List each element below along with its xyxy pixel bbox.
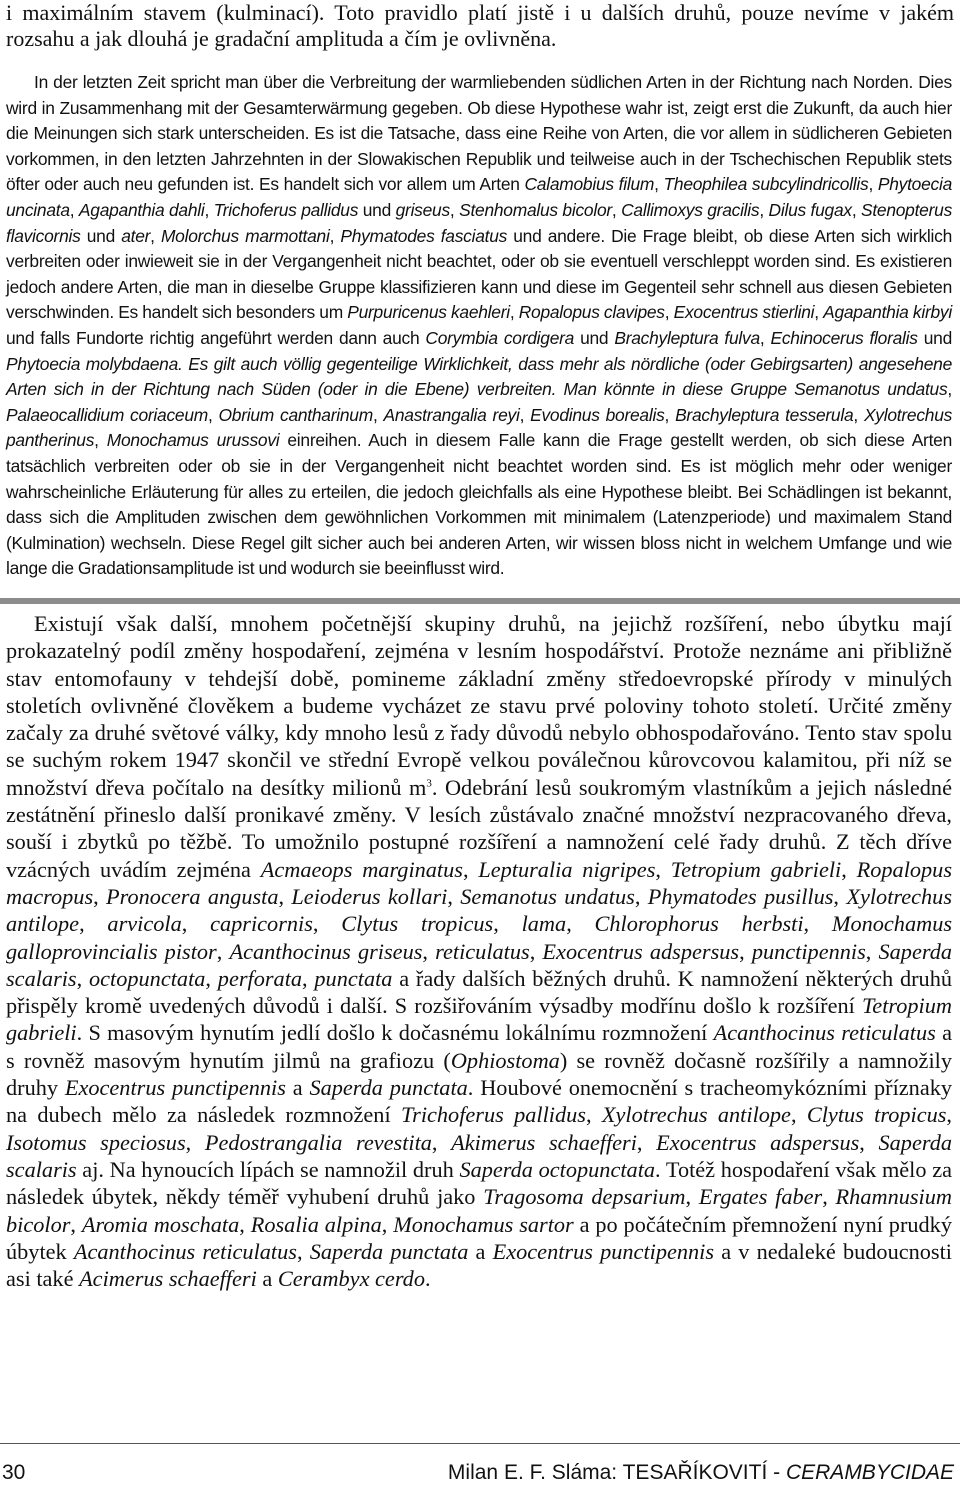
- text-run: ) se rovněž dočasně rozšířily a namnožily druhy: [6, 1047, 952, 1101]
- text-run: ,: [654, 174, 664, 195]
- footer-title-italic: CERAMBYCIDAE: [785, 1461, 954, 1484]
- text-run: und andere. Die Frage bleibt, ob diese Arten sich wirklich verbreiten oder inwieweit sie in der Vergangenheit nicht beachtet, oder ob sie eventuell verschleppt worden sind. Es existieren jedoch andere Arten, die man in dieselbe Gruppe klassifizieren kann und diese im Gegenteil sehr schnell aus diesen Gebieten verschwinden. Es handelt sich besonders um: [6, 225, 952, 323]
- species-name: Saperda octopunctata: [459, 1156, 656, 1182]
- species-name: Palaeocallidium coriaceum: [6, 404, 208, 425]
- species-name: Obrium cantharinum: [218, 404, 373, 425]
- text-run: ,: [462, 856, 479, 882]
- species-name: Tetropium gabrieli: [6, 993, 952, 1046]
- species-name: Anastrangalia reyi: [383, 404, 520, 425]
- species-name: Exocentrus punctipennis: [64, 1075, 286, 1101]
- text-run: ,: [685, 1184, 699, 1210]
- species-name: Trichoferus pallidus: [213, 199, 359, 220]
- text-run: a: [256, 1266, 278, 1292]
- text-run: ,: [664, 404, 676, 425]
- species-name: punctipennis: [751, 938, 866, 964]
- text-run: ,: [833, 883, 847, 909]
- species-name: Clytus tropicus: [806, 1102, 947, 1128]
- text-run: ,: [865, 938, 879, 964]
- text-run: ,: [585, 1102, 602, 1128]
- text-run: In der letzten Zeit spricht man über die Verbreitung der warmliebenden südlichen Arten in der Richtung nach Norden. Dies wird in Zusammenhang mit der Gesamterwärmung gegeben. Ob diese Hypothese wahr ist, zeigt erst die Zukunft, da auch hier die Meinungen sich stark unterscheiden. Es ist die Tatsache, dass eine Reihe von Arten, die vor allem in südlicheren Gebieten vorkommen, in den letzten Jahrzehnten in der Slowakischen Republik und teilweise auch in der Tschechischen Republik stets öfter oder auch neu gefunden ist. Es handelt sich vor allem um Arten: [6, 72, 952, 195]
- text-run: Existují však další, mnohem početnější skupiny druhů, na jejichž rozšíření, nebo úbytku mají prokazatelný podíl změny hospodaření, zejména v lesním hospodářství. Protože neznáme ani přibližně stav entomofauny v tehdejší době, pomineme základní změny středoevropské přírody v minulých stoletích ovlivněné člověkem a budeme vycházet ze stavu prvé poloviny tohoto století. Určité změny začaly za druhé světové války, kdy mnoho lesů z řady důvodů nebylo obhospodařováno. Tento stav spolu se suchým rokem 1947 skončil ve střední Evropě velkou poválečnou kůrovcovou kalamitou, při níž se množství dřeva počítalo na desítky milionů m: [6, 611, 952, 800]
- species-name: Xylotrechus pantherinus: [6, 404, 953, 451]
- species-name: griseus: [395, 199, 450, 220]
- species-name: Acimerus schaefferi: [79, 1266, 257, 1292]
- text-run: einreihen. Auch in diesem Falle kann die Frage gestellt werden, ob sich diese Arten tatsächlich verbreiten oder ob sie in der Vergangenheit nicht beachtet worden sind. Es ist möglich mehr oder weniger wahrscheinliche Erläuterung für alles zu erteilen, die jedoch gleichfalls als eine Hypothese bleibt. Bei Schädlingen ist bekannt, dass sich die Amplituden zwischen dem gewöhnlichen Vorkommen mit minimalem (Latenzperiode) und maximalem Stand (Kulmination) wechseln. Diese Regel gilt sicher auch bei anderen Arten, wir wissen bloss nicht in welchem Umfange und wie lange die Gradationsamplitude ist und wodurch sie beeinflusst wird.: [6, 430, 953, 579]
- text-run: ,: [566, 911, 595, 937]
- species-name: Rosalia alpina: [250, 1211, 382, 1237]
- species-name: Pedostrangalia revestita: [204, 1129, 432, 1155]
- text-run: ,: [372, 404, 384, 425]
- species-name: Acmaeops marginatus: [260, 856, 463, 882]
- text-run: ,: [947, 379, 952, 400]
- text-run: ,: [814, 302, 824, 323]
- text-run: ,: [93, 883, 107, 909]
- species-name: Ophiostoma: [450, 1047, 560, 1073]
- text-run: ,: [422, 938, 436, 964]
- section-divider: [0, 598, 960, 604]
- text-run: ,: [329, 225, 341, 246]
- superscript: 3: [426, 777, 432, 790]
- species-name: Monochamus sartor: [393, 1211, 574, 1237]
- text-run: ,: [664, 302, 674, 323]
- text-run: ,: [841, 856, 857, 882]
- species-name: Echinocerus floralis: [770, 327, 918, 348]
- text-run: ,: [946, 1102, 952, 1128]
- czech-main-text: [6, 611, 952, 1291]
- species-name: Cerambyx cerdo: [277, 1266, 425, 1292]
- text-run: ,: [431, 1129, 452, 1155]
- text-run: und falls Fundorte richtig angeführt werden dann auch: [6, 327, 426, 348]
- species-name: Saperda punctata: [309, 1238, 469, 1264]
- text-run: a: [468, 1238, 493, 1264]
- running-footer: [448, 1460, 954, 1486]
- footer-author: Milan E. F. Sláma:: [447, 1461, 623, 1484]
- species-name: Trichoferus pallidus: [400, 1102, 586, 1128]
- species-name: Xylotrechus antilope: [601, 1102, 791, 1128]
- page-number: 30: [2, 1461, 26, 1484]
- text-run: ,: [216, 938, 230, 964]
- species-name: octopunctata: [89, 965, 206, 991]
- text-run: a s rovněž masovým hynutím jilmů na grafiozu (: [6, 1020, 952, 1073]
- german-summary: [6, 70, 952, 582]
- species-name: Brachyleptura fulva: [614, 327, 760, 348]
- species-name: Akimerus schaefferi: [451, 1129, 637, 1155]
- species-name: Acanthocinus griseus: [229, 938, 423, 964]
- species-name: Agapanthia dahli: [78, 199, 205, 220]
- species-name: Saperda scalaris: [6, 938, 952, 991]
- text-run: a řady dalších běžných druhů. K namnožení některých druhů přispěly kromě uvedených důvodů i další. S rozšiřováním výsadby modřínu došlo k rozšíření: [6, 965, 952, 1019]
- species-name: lama: [521, 911, 567, 937]
- text-run: ,: [803, 911, 832, 937]
- species-name: Isotomus speciosus: [6, 1129, 186, 1155]
- species-name: Evodinus borealis: [530, 404, 665, 425]
- species-name: Tragosoma depsarium: [483, 1184, 686, 1210]
- species-name: Leioderus kollari: [291, 883, 448, 909]
- text-run: ,: [859, 1129, 879, 1155]
- text-run: ,: [447, 883, 461, 909]
- species-name: Lepturalia nigripes: [478, 856, 656, 882]
- species-name: Ropalopus clavipes: [518, 302, 665, 323]
- species-name: Phymatodes fasciatus: [340, 225, 508, 246]
- text-run: a po počátečním přemnožení nyní prudký úbytek: [6, 1211, 952, 1264]
- text-run: ,: [519, 404, 531, 425]
- species-name: Callimoxys gracilis: [621, 199, 760, 220]
- species-name: arvicola: [107, 911, 182, 937]
- text-run: ,: [868, 174, 878, 195]
- species-name: capricornis: [210, 911, 313, 937]
- text-run: ,: [296, 1238, 310, 1264]
- species-name: Stenopterus flavicornis: [6, 199, 953, 246]
- text-run: und: [80, 225, 122, 246]
- text-run: ,: [655, 856, 671, 882]
- text-run: ,: [853, 404, 864, 425]
- species-name: Acanthocinus reticulatus: [713, 1020, 936, 1046]
- species-name: Dilus fugax: [768, 199, 852, 220]
- text-run: . Houbové onemocnění s tracheomykózními příznaky na dubech mělo za následek rozmnožení: [6, 1075, 953, 1128]
- species-name: Acanthocinus reticulatus: [73, 1238, 297, 1264]
- text-run: . Odebrání lesů soukromým vlastníkům a jejich následné zestátnění přineslo další pronikavé změny. V lesích zůstávalo značné množství nezpracovaného dřeva, souší i zbytků po těžbě. To umožnilo postupné rozšíření a namnožení celé řady druhů. Z těch dříve vzácných uvádím zejména: [6, 774, 952, 882]
- species-name: Saperda punctata: [309, 1075, 468, 1101]
- text-run: ,: [150, 225, 161, 246]
- species-name: Purpuricenus kaehleri: [347, 302, 510, 323]
- species-name: reticulatus: [435, 938, 530, 964]
- species-name: Exocentrus adspersus: [542, 938, 740, 964]
- species-name: Brachyleptura tesserula: [675, 404, 854, 425]
- species-name: Ropalopus macropus: [6, 856, 953, 909]
- text-run: ,: [181, 911, 211, 937]
- text-run: ,: [529, 938, 543, 964]
- text-run: ,: [636, 1129, 657, 1155]
- text-run: ,: [851, 199, 861, 220]
- species-name: Exocentrus stierlini: [673, 302, 815, 323]
- text-run: ,: [94, 430, 107, 451]
- species-name: Calamobius filum: [524, 174, 655, 195]
- species-name: Semanotus undatus: [794, 379, 948, 400]
- text-run: ,: [634, 883, 648, 909]
- text-run: ,: [759, 327, 771, 348]
- text-run: ,: [822, 1184, 836, 1210]
- species-name: Semanotus undatus: [460, 883, 635, 909]
- text-run: ,: [239, 1211, 251, 1237]
- text-run: ,: [207, 404, 219, 425]
- german-summary-text: [6, 72, 952, 578]
- text-run: und: [574, 327, 615, 348]
- species-name: Aromia moschata: [81, 1211, 240, 1237]
- species-name: perforata: [217, 965, 303, 991]
- species-name: Phymatodes pusillus: [647, 883, 834, 909]
- species-name: . Es gilt auch völlig gegenteilige Wirklichkeit, dass mehr als nördliche (oder Gebirgsarten) angesehene Arten sich in der Richtung nach Süden (oder in die Ebene) verbreiten. Man könnte in diese Gruppe: [6, 353, 952, 400]
- text-run: a v nedaleké budoucnosti asi také: [6, 1238, 952, 1292]
- species-name: Agapanthia kirbyi: [823, 302, 952, 323]
- footer-title: TESAŘÍKOVITÍ -: [622, 1461, 786, 1484]
- species-name: Rhamnusium bicolor: [6, 1184, 952, 1237]
- text-run: ,: [790, 1102, 807, 1128]
- text-run: ,: [493, 911, 522, 937]
- species-name: Exocentrus punctipennis: [492, 1238, 715, 1264]
- text-run: ,: [204, 199, 214, 220]
- text-run: ,: [205, 965, 218, 991]
- text-run: . S masovým hynutím jedlí došlo k dočasnému lokálnímu rozmnožení: [76, 1020, 714, 1046]
- species-name: Pronocera angusta: [106, 883, 279, 909]
- species-name: Molorchus marmottani: [160, 225, 330, 246]
- species-name: Chlorophorus herbsti: [594, 911, 804, 937]
- species-name: Saperda scalaris: [6, 1129, 952, 1182]
- species-name: Monochamus galloprovincialis pistor: [6, 911, 953, 964]
- species-name: Corymbia cordigera: [425, 327, 575, 348]
- species-name: Clytus tropicus: [341, 911, 494, 937]
- species-name: ater: [121, 225, 151, 246]
- german-summary-paragraph: [6, 70, 952, 582]
- text-run: ,: [759, 199, 769, 220]
- czech-main-paragraph: [6, 610, 952, 1292]
- species-name: Xylotrechus antilope: [6, 883, 952, 937]
- text-run: ,: [76, 965, 89, 991]
- text-run: a: [285, 1075, 310, 1101]
- text-run: und: [917, 327, 952, 348]
- czech-top-paragraph: i maximálním stavem (kulminací). Toto pravidlo platí jistě i u dalších druhů, pouze nevíme v jakém rozsahu a jak dlouhá je gradační amplituda a čím je ovlivněna.: [6, 0, 954, 51]
- species-name: Monochamus urussovi: [106, 430, 280, 451]
- text-run: ,: [611, 199, 622, 220]
- text-run: . Totéž hospodaření však mělo za následek úbytek, někdy téměř vyhubení druhů jako: [6, 1156, 952, 1210]
- species-name: Stenhomalus bicolor: [459, 199, 612, 220]
- text-run: ,: [70, 1211, 82, 1237]
- species-name: Ergates faber: [698, 1184, 823, 1210]
- text-run: ,: [79, 911, 108, 937]
- text-run: ,: [302, 965, 315, 991]
- species-name: Theophilea subcylindricollis: [663, 174, 869, 195]
- text-run: ,: [381, 1211, 394, 1237]
- species-name: punctata: [314, 965, 393, 991]
- text-run: ,: [509, 302, 519, 323]
- text-run: und: [358, 199, 396, 220]
- species-name: Phytoecia uncinata: [6, 174, 952, 220]
- species-name: Exocentrus adspersus: [656, 1129, 860, 1155]
- text-run: ,: [278, 883, 292, 909]
- footer-rule: [0, 1443, 960, 1444]
- text-run: ,: [449, 199, 460, 220]
- text-run: ,: [185, 1129, 205, 1155]
- text-run: aj. Na hynoucích lípách se namnožil druh: [76, 1156, 460, 1182]
- text-run: ,: [739, 938, 752, 964]
- species-name: Phytoecia molybdaena: [6, 353, 179, 374]
- text-run: ,: [312, 911, 342, 937]
- text-run: ,: [69, 199, 79, 220]
- text-run: .: [424, 1266, 431, 1292]
- species-name: Tetropium gabrieli: [670, 856, 842, 882]
